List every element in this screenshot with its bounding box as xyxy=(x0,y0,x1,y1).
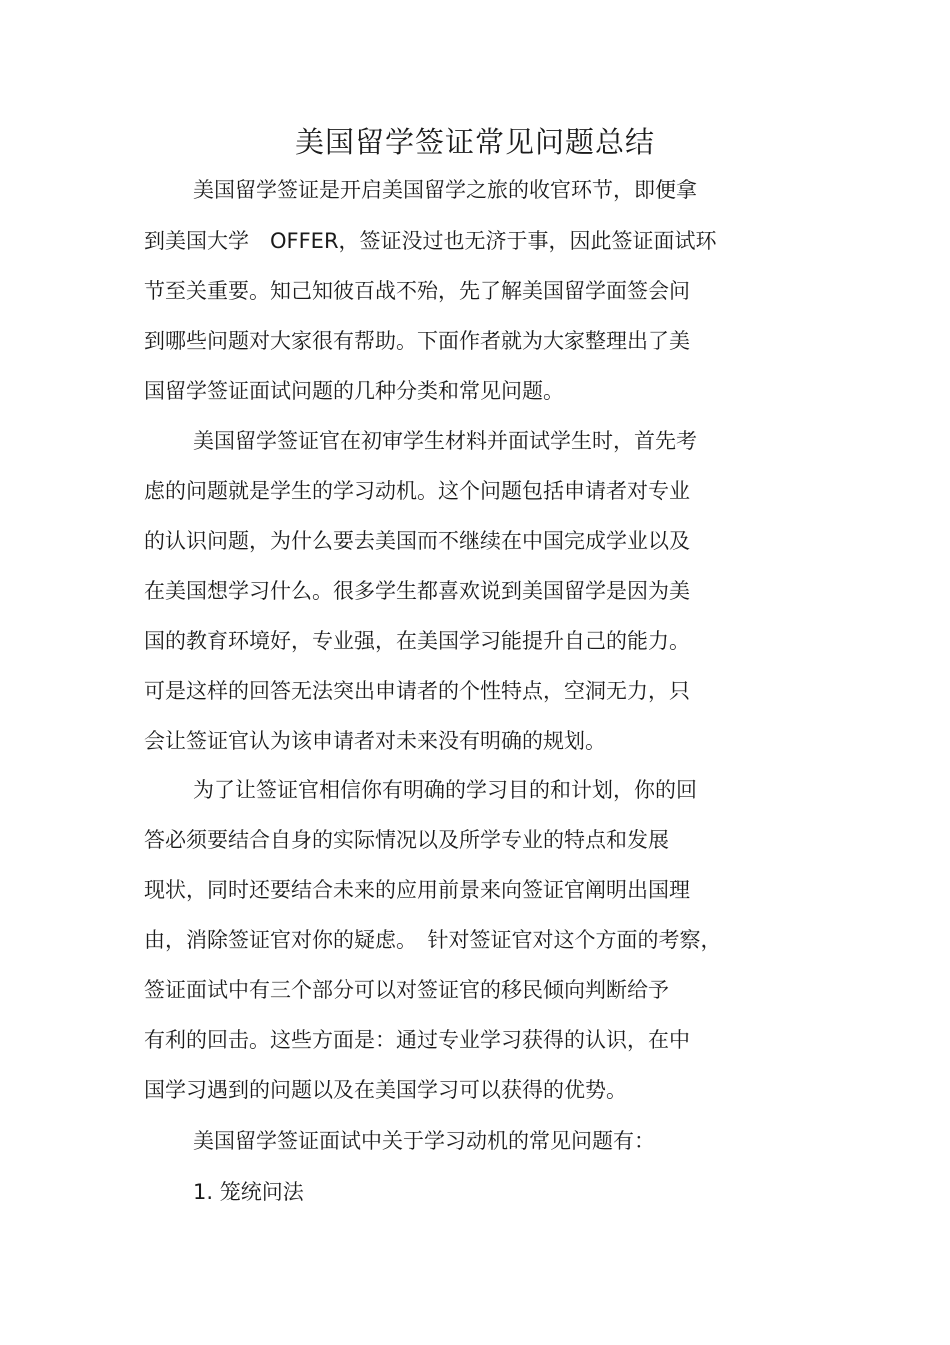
paragraph-3-line-2: 答必须要结合自身的实际情况以及所学专业的特点和发展 xyxy=(144,828,669,852)
paragraph-1-line-2: 到美国大学 OFFER，签证没过也无济于事，因此签证面试环 xyxy=(144,229,717,253)
paragraph-3-line-6: 有利的回击。这些方面是：通过专业学习获得的认识，在中 xyxy=(144,1028,690,1052)
paragraph-3-line-3: 现状，同时还要结合未来的应用前景来向签证官阐明出国理 xyxy=(144,878,690,902)
paragraph-2-line-1: 美国留学签证官在初审学生材料并面试学生时，首先考 xyxy=(193,429,697,453)
document-title: 美国留学签证常见问题总结 xyxy=(294,125,655,159)
paragraph-2-line-3: 的认识问题，为什么要去美国而不继续在中国完成学业以及 xyxy=(144,529,690,553)
paragraph-1-line-1: 美国留学签证是开启美国留学之旅的收官环节，即便拿 xyxy=(193,178,697,202)
paragraph-2-line-6: 可是这样的回答无法突出申请者的个性特点，空洞无力，只 xyxy=(144,679,690,703)
paragraph-3-line-4: 由，消除签证官对你的疑虑。 针对签证官对这个方面的考察， xyxy=(144,928,722,952)
paragraph-3-line-1: 为了让签证官相信你有明确的学习目的和计划，你的回 xyxy=(193,778,697,802)
paragraph-3-line-7: 国学习遇到的问题以及在美国学习可以获得的优势。 xyxy=(144,1078,627,1102)
paragraph-4-line-1: 美国留学签证面试中关于学习动机的常见问题有： xyxy=(193,1129,655,1153)
paragraph-1-line-3: 节至关重要。知己知彼百战不殆，先了解美国留学面签会问 xyxy=(144,279,690,303)
paragraph-2-line-2: 虑的问题就是学生的学习动机。这个问题包括申请者对专业 xyxy=(144,479,690,503)
paragraph-2-line-5: 国的教育环境好，专业强，在美国学习能提升自己的能力。 xyxy=(144,629,690,653)
paragraph-2-line-7: 会让签证官认为该申请者对未来没有明确的规划。 xyxy=(144,729,606,753)
paragraph-1-line-5: 国留学签证面试问题的几种分类和常见问题。 xyxy=(144,379,564,403)
paragraph-3-line-5: 签证面试中有三个部分可以对签证官的移民倾向判断给予 xyxy=(144,978,669,1002)
paragraph-2-line-4: 在美国想学习什么。很多学生都喜欢说到美国留学是因为美 xyxy=(144,579,690,603)
list-item-1: 1. 笼统问法 xyxy=(193,1180,304,1204)
paragraph-1-line-4: 到哪些问题对大家很有帮助。下面作者就为大家整理出了美 xyxy=(144,329,690,353)
